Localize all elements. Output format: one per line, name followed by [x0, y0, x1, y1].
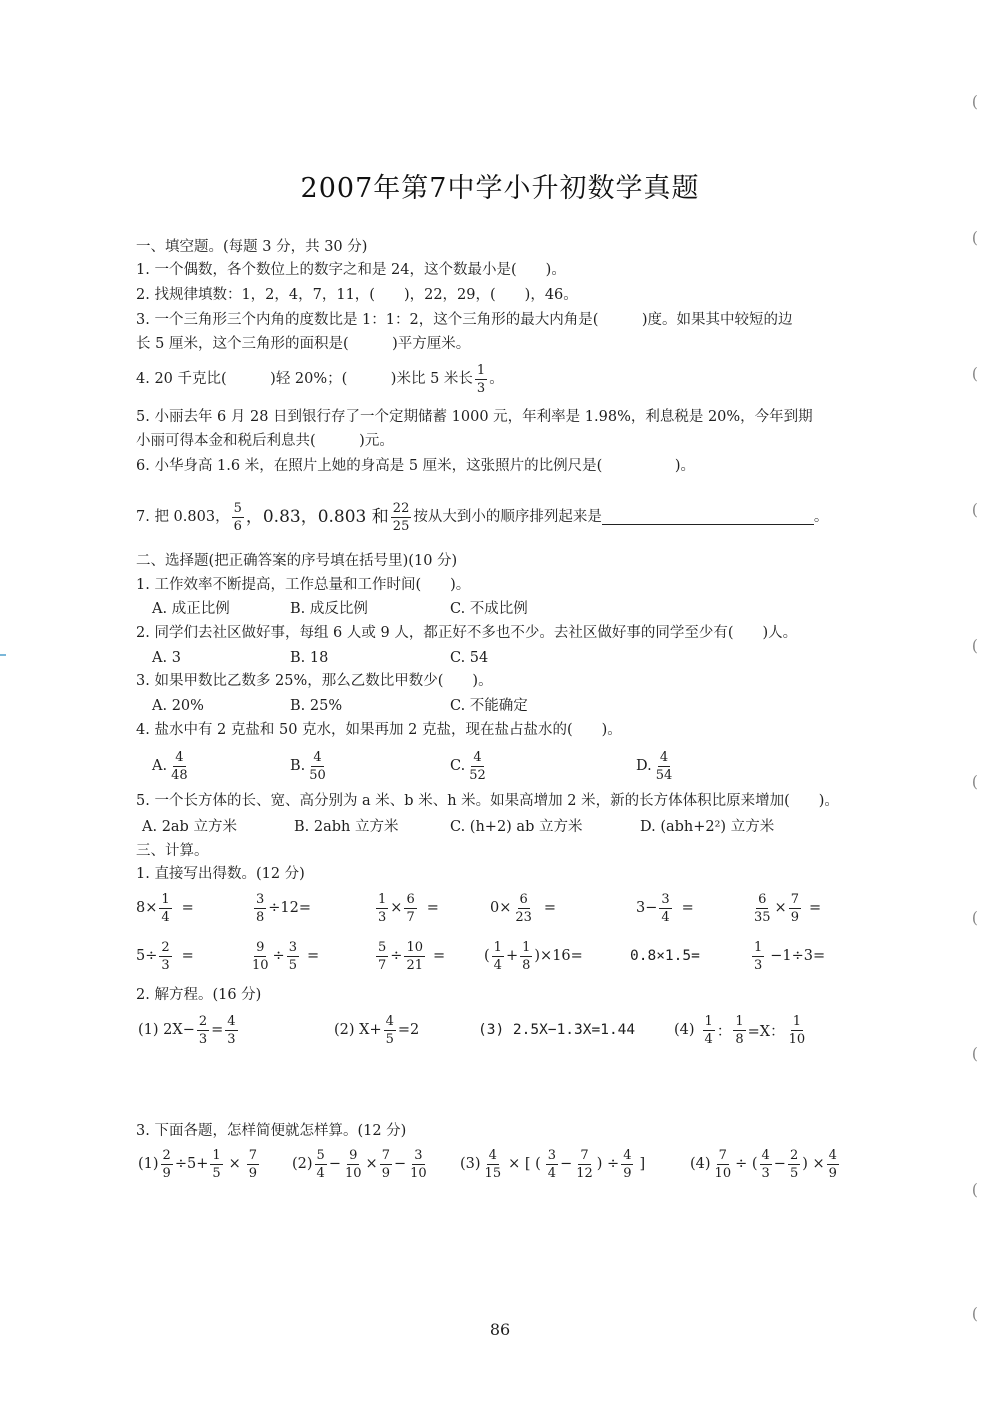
- denominator: 6: [233, 518, 242, 534]
- denominator: 10: [344, 1165, 362, 1181]
- expr-text: =: [426, 900, 439, 916]
- numerator: 4: [313, 749, 322, 765]
- numerator: 6: [519, 891, 528, 907]
- expr-text: 0×: [490, 900, 512, 916]
- numerator: 4: [227, 1013, 236, 1029]
- fill-q5-line2: 小丽可得本金和税后利息共( )元。: [136, 433, 394, 449]
- margin-tick: [0, 654, 6, 656]
- denominator: 3: [754, 957, 763, 973]
- choice-q3-option-a[interactable]: A. 20%: [152, 698, 204, 714]
- choice-q4-option-b[interactable]: [290, 744, 330, 788]
- expr-text: (2): [292, 1156, 313, 1172]
- calc-r1-c: [374, 886, 439, 930]
- denominator: 52: [469, 767, 486, 783]
- expr-text: ×: [774, 900, 787, 916]
- equation-4: [674, 1008, 809, 1052]
- denominator: 9: [162, 1165, 171, 1181]
- fill-q7-text-a: 7. 把 0.803，: [136, 509, 230, 525]
- fraction: [307, 751, 328, 782]
- numerator: 2: [198, 1013, 208, 1029]
- fraction: [827, 1149, 839, 1180]
- binder-mark: (: [971, 92, 978, 111]
- fill-q2: 2. 找规律填数：1，2，4，7，11，( )，22，29，( )，46。: [136, 287, 578, 303]
- numerator: 7: [580, 1147, 589, 1163]
- fill-q7-text-c: 按从大到小的顺序排列起来是: [413, 509, 602, 525]
- choice-q5-option-c[interactable]: C. (h+2) ab 立方米: [450, 819, 583, 835]
- fraction: [343, 1149, 364, 1180]
- numerator: 2: [789, 1147, 799, 1163]
- section-calc-header: 三、计算。: [136, 843, 209, 859]
- simplify-2: [292, 1142, 431, 1186]
- numerator: 6: [406, 891, 415, 907]
- expr-text: ÷: [390, 948, 403, 964]
- fraction: [659, 893, 671, 924]
- section-choice-header: 二、选择题(把正确答案的序号填在括号里)(10 分): [136, 553, 458, 569]
- expr-text: (4): [690, 1156, 711, 1172]
- choice-q1: 1. 工作效率不断提高，工作总量和工作时间( )。: [136, 577, 471, 593]
- equation-2: [334, 1008, 419, 1052]
- fill-q3-line1: 3. 一个三角形三个内角的度数比是 1：1：2，这个三角形的最大内角是( )度。如果其中较短的边: [136, 312, 793, 328]
- fraction: [254, 893, 266, 924]
- calc-sub2: 2. 解方程。(16 分): [136, 987, 262, 1003]
- numerator: 3: [547, 1147, 557, 1163]
- numerator: 5: [233, 500, 242, 516]
- denominator: 4: [316, 1165, 325, 1181]
- denominator: 3: [198, 1031, 208, 1047]
- denominator: 8: [522, 957, 531, 973]
- fraction: [247, 1149, 259, 1180]
- expr-text: =: [432, 948, 446, 964]
- numerator: 22: [392, 500, 410, 516]
- denominator: 5: [212, 1165, 221, 1181]
- denominator: 23: [515, 909, 532, 925]
- calc-r1-a: [136, 886, 194, 930]
- calc-sub3: 3. 下面各题，怎样简便就怎样算。(12 分): [136, 1123, 407, 1139]
- choice-q5-option-d[interactable]: D. (abh+2²) 立方米: [640, 819, 775, 835]
- fraction: [752, 893, 773, 924]
- fill-q7-end: 。: [813, 509, 829, 525]
- binder-mark: (: [971, 364, 978, 383]
- choice-q4-option-d[interactable]: [636, 744, 676, 788]
- fraction: [733, 1015, 745, 1046]
- numerator: 2: [161, 939, 170, 955]
- denominator: 35: [754, 909, 771, 925]
- denominator: 21: [406, 957, 423, 973]
- fraction: [376, 893, 388, 924]
- choice-q2: 2. 同学们去社区做好事，每组 6 人或 9 人，都正好不多也不少。去社区做好事的同学至少有( )人。: [136, 625, 798, 641]
- numerator: 1: [754, 939, 763, 955]
- fraction: [404, 893, 416, 924]
- denominator: 25: [392, 518, 410, 534]
- option-label: C.: [450, 758, 466, 774]
- numerator: 7: [790, 891, 799, 907]
- fraction: [250, 941, 271, 972]
- choice-q4-option-a[interactable]: [152, 744, 192, 788]
- expr-text: ×: [390, 900, 403, 916]
- fraction: [788, 1149, 800, 1180]
- binder-mark: (: [971, 772, 978, 791]
- numerator: 6: [758, 891, 767, 907]
- fraction: [703, 1015, 715, 1046]
- numerator: 3: [414, 1147, 423, 1163]
- denominator: 48: [171, 767, 188, 783]
- choice-q2-option-b[interactable]: B. 18: [290, 650, 329, 666]
- expr-text: −: [773, 1156, 786, 1172]
- expr-text: =2: [397, 1022, 420, 1038]
- fraction: [404, 941, 425, 972]
- numerator: 10: [406, 939, 423, 955]
- fill-q7: [136, 496, 828, 538]
- denominator: 4: [547, 1165, 557, 1181]
- choice-q4-option-c[interactable]: [450, 744, 490, 788]
- denominator: 15: [484, 1165, 502, 1181]
- fraction: [159, 941, 171, 972]
- expr-text: =: [681, 900, 694, 916]
- denominator: 3: [476, 380, 486, 396]
- numerator: 9: [256, 939, 265, 955]
- fraction: [169, 751, 190, 782]
- expr-text: −: [328, 1156, 341, 1172]
- expr-text: (: [484, 948, 490, 964]
- numerator: 5: [378, 939, 387, 955]
- choice-q1-option-a[interactable]: A. 成正比例: [152, 601, 230, 617]
- expr-text: ) ×: [802, 1156, 825, 1172]
- expr-text: =: [181, 900, 194, 916]
- choice-q2-option-a[interactable]: A. 3: [152, 650, 181, 666]
- calc-r1-d: [490, 886, 556, 930]
- fill-q4: [136, 362, 504, 396]
- fraction: [654, 751, 675, 782]
- binder-mark: (: [971, 228, 978, 247]
- choice-q5: 5. 一个长方体的长、宽、高分别为 a 米、b 米、h 米。如果高增加 2 米，新的长方体体积比原来增加( )。: [136, 793, 839, 809]
- expr-text: +: [505, 948, 519, 964]
- fraction: [492, 941, 504, 972]
- simplify-3: [460, 1142, 645, 1186]
- expr-text: ×: [228, 1156, 241, 1172]
- choice-q3-option-c[interactable]: C. 不能确定: [450, 698, 528, 714]
- denominator: 7: [378, 957, 387, 973]
- answer-blank[interactable]: [602, 510, 814, 525]
- fraction: [513, 893, 534, 924]
- option-label: A.: [152, 758, 168, 774]
- binder-mark: (: [971, 1044, 978, 1063]
- numerator: 5: [316, 1147, 325, 1163]
- fraction: [287, 941, 299, 972]
- numerator: 4: [385, 1013, 394, 1029]
- fraction: [546, 1149, 558, 1180]
- numerator: 4: [488, 1147, 497, 1163]
- numerator: 1: [212, 1147, 221, 1163]
- numerator: 4: [473, 749, 482, 765]
- expr-text: ÷ (: [735, 1156, 758, 1172]
- binder-mark: (: [971, 1180, 978, 1199]
- expr-text: =: [181, 948, 194, 964]
- fraction: [225, 1015, 237, 1046]
- expr-text: ×: [365, 1156, 378, 1172]
- numerator: 7: [248, 1147, 258, 1163]
- fraction: [159, 893, 171, 924]
- fill-q3-line2: 长 5 厘米，这个三角形的面积是( )平方厘米。: [136, 336, 471, 352]
- denominator: 3: [761, 1165, 770, 1181]
- denominator: 4: [493, 957, 502, 973]
- expr-text: −1÷3=: [770, 948, 826, 964]
- expr-text: 0.8×1.5=: [630, 948, 700, 964]
- choice-q5-option-b[interactable]: B. 2abh 立方米: [294, 819, 399, 835]
- expr-text: ÷12=: [268, 900, 312, 916]
- calc-sub1: 1. 直接写出得数。(12 分): [136, 866, 305, 882]
- expr-text: )×16=: [534, 948, 583, 964]
- fraction: [408, 1149, 429, 1180]
- denominator: 8: [735, 1031, 744, 1047]
- numerator: 4: [175, 749, 184, 765]
- denominator: 12: [576, 1165, 593, 1181]
- choice-q2-option-c[interactable]: C. 54: [450, 650, 489, 666]
- choice-q1-option-c[interactable]: C. 不成比例: [450, 601, 528, 617]
- fraction: [483, 1149, 504, 1180]
- numerator: 1: [161, 891, 170, 907]
- section-fill-header: 一、填空题。(每题 3 分，共 30 分): [136, 239, 368, 255]
- calc-r2-b: [248, 934, 319, 978]
- fraction: [376, 941, 388, 972]
- choice-q3: 3. 如果甲数比乙数多 25%，那么乙数比甲数少( )。: [136, 673, 493, 689]
- denominator: 10: [788, 1031, 806, 1047]
- expr-text: −: [560, 1156, 573, 1172]
- expr-text: (1) 2X−: [138, 1022, 195, 1038]
- binder-mark: (: [971, 636, 978, 655]
- expr-text: =X：: [747, 1023, 785, 1040]
- denominator: 9: [828, 1165, 837, 1181]
- calc-r2-a: [136, 934, 194, 978]
- fraction: [713, 1149, 734, 1180]
- expr-text: ÷: [272, 948, 285, 964]
- calc-r1-f: [750, 886, 821, 930]
- fraction: [760, 1149, 772, 1180]
- equation-3: [478, 1008, 635, 1052]
- fraction: [197, 1015, 209, 1046]
- choice-q5-option-a[interactable]: A. 2ab 立方米: [142, 819, 237, 835]
- fraction: [391, 502, 412, 533]
- expr-text: 5÷: [136, 948, 158, 964]
- expr-text: (1): [138, 1156, 159, 1172]
- numerator: 1: [493, 939, 502, 955]
- fraction: [384, 1015, 396, 1046]
- fill-q4-end: 。: [489, 371, 504, 387]
- page-title: 2007年第7中学小升初数学真题: [300, 173, 700, 204]
- simplify-4: [690, 1142, 841, 1186]
- numerator: 1: [735, 1013, 744, 1029]
- calc-r1-e: [636, 886, 694, 930]
- numerator: 3: [256, 891, 265, 907]
- expr-text: (3): [460, 1156, 481, 1172]
- expr-text: =: [808, 900, 822, 916]
- binder-mark: (: [971, 500, 978, 519]
- expr-text: =: [543, 900, 557, 916]
- fraction: [467, 751, 488, 782]
- choice-q1-option-b[interactable]: B. 成反比例: [290, 601, 368, 617]
- expr-text: (4): [674, 1022, 695, 1038]
- denominator: 9: [248, 1165, 258, 1181]
- fraction: [210, 1149, 222, 1180]
- denominator: 50: [309, 767, 326, 783]
- expr-text: (3) 2.5X−1.3X=1.44: [478, 1022, 636, 1038]
- calc-r2-f: [750, 934, 825, 978]
- denominator: 10: [252, 957, 269, 973]
- numerator: 4: [659, 749, 669, 765]
- denominator: 5: [385, 1031, 394, 1047]
- expr-text: =: [306, 948, 320, 964]
- numerator: 1: [476, 362, 486, 378]
- fraction: [380, 1149, 392, 1180]
- fill-q5-line1: 5. 小丽去年 6 月 28 日到银行存了一个定期储蓄 1000 元，年利率是 1.98%，利息税是 20%，今年到期: [136, 409, 813, 425]
- fraction: [520, 941, 532, 972]
- expr-text: ：: [716, 1023, 732, 1040]
- numerator: 4: [623, 1147, 632, 1163]
- denominator: 3: [378, 909, 387, 925]
- fraction: [621, 1149, 633, 1180]
- expr-text: =: [211, 1022, 224, 1038]
- expr-text: × [ (: [508, 1156, 541, 1172]
- numerator: 1: [522, 939, 531, 955]
- numerator: 2: [162, 1147, 171, 1163]
- fraction: [789, 893, 801, 924]
- expr-text: (2) X+: [334, 1022, 382, 1038]
- page-number: 86: [489, 1320, 511, 1339]
- calc-r2-e: [630, 934, 700, 978]
- denominator: 9: [623, 1165, 632, 1181]
- fill-q4-text: 4. 20 千克比( )轻 20%；( )米比 5 米长: [136, 371, 473, 387]
- denominator: 3: [161, 957, 170, 973]
- calc-r2-c: [374, 934, 445, 978]
- denominator: 4: [704, 1031, 713, 1047]
- fraction: [161, 1149, 173, 1180]
- numerator: 3: [661, 891, 670, 907]
- numerator: 3: [288, 939, 297, 955]
- binder-mark: (: [971, 908, 978, 927]
- denominator: 5: [288, 957, 297, 973]
- expr-text: 8×: [136, 900, 158, 916]
- denominator: 8: [256, 909, 265, 925]
- fraction: [232, 502, 244, 533]
- denominator: 7: [406, 909, 415, 925]
- calc-r2-d: [484, 934, 583, 978]
- calc-r1-b: [252, 886, 311, 930]
- fraction: [475, 364, 487, 395]
- equation-1: [138, 1008, 240, 1052]
- fill-q7-text-b: ，0.83，0.803 和: [245, 507, 389, 527]
- fill-q6: 6. 小华身高 1.6 米，在照片上她的身高是 5 厘米，这张照片的比例尺是( )。: [136, 458, 695, 474]
- expr-text: ]: [639, 1156, 646, 1172]
- choice-q4: 4. 盐水中有 2 克盐和 50 克水，如果再加 2 克盐，现在盐占盐水的( )。: [136, 722, 622, 738]
- numerator: 1: [378, 891, 387, 907]
- fraction: [315, 1149, 327, 1180]
- denominator: 5: [789, 1165, 799, 1181]
- option-label: B.: [290, 758, 306, 774]
- fill-q1: 1. 一个偶数，各个数位上的数字之和是 24，这个数最小是( )。: [136, 262, 566, 278]
- expr-text: 3−: [636, 900, 658, 916]
- denominator: 9: [381, 1165, 390, 1181]
- denominator: 4: [661, 909, 670, 925]
- option-label: D.: [636, 758, 652, 774]
- expr-text: ÷5+: [174, 1156, 209, 1172]
- choice-q3-option-b[interactable]: B. 25%: [290, 698, 343, 714]
- numerator: 1: [792, 1013, 801, 1029]
- binder-mark: (: [971, 1304, 978, 1323]
- numerator: 1: [704, 1013, 713, 1029]
- numerator: 9: [349, 1147, 358, 1163]
- denominator: 9: [790, 909, 799, 925]
- denominator: 10: [714, 1165, 732, 1181]
- fraction: [574, 1149, 595, 1180]
- expr-text: −: [393, 1156, 407, 1172]
- numerator: 7: [718, 1147, 727, 1163]
- fraction: [752, 941, 764, 972]
- simplify-1: [138, 1142, 261, 1186]
- denominator: 4: [161, 909, 170, 925]
- fraction: [787, 1015, 808, 1046]
- denominator: 54: [655, 767, 673, 783]
- expr-text: ) ÷: [596, 1156, 620, 1172]
- numerator: 4: [761, 1147, 770, 1163]
- denominator: 3: [227, 1031, 236, 1047]
- numerator: 4: [828, 1147, 837, 1163]
- numerator: 7: [381, 1147, 390, 1163]
- denominator: 10: [410, 1165, 427, 1181]
